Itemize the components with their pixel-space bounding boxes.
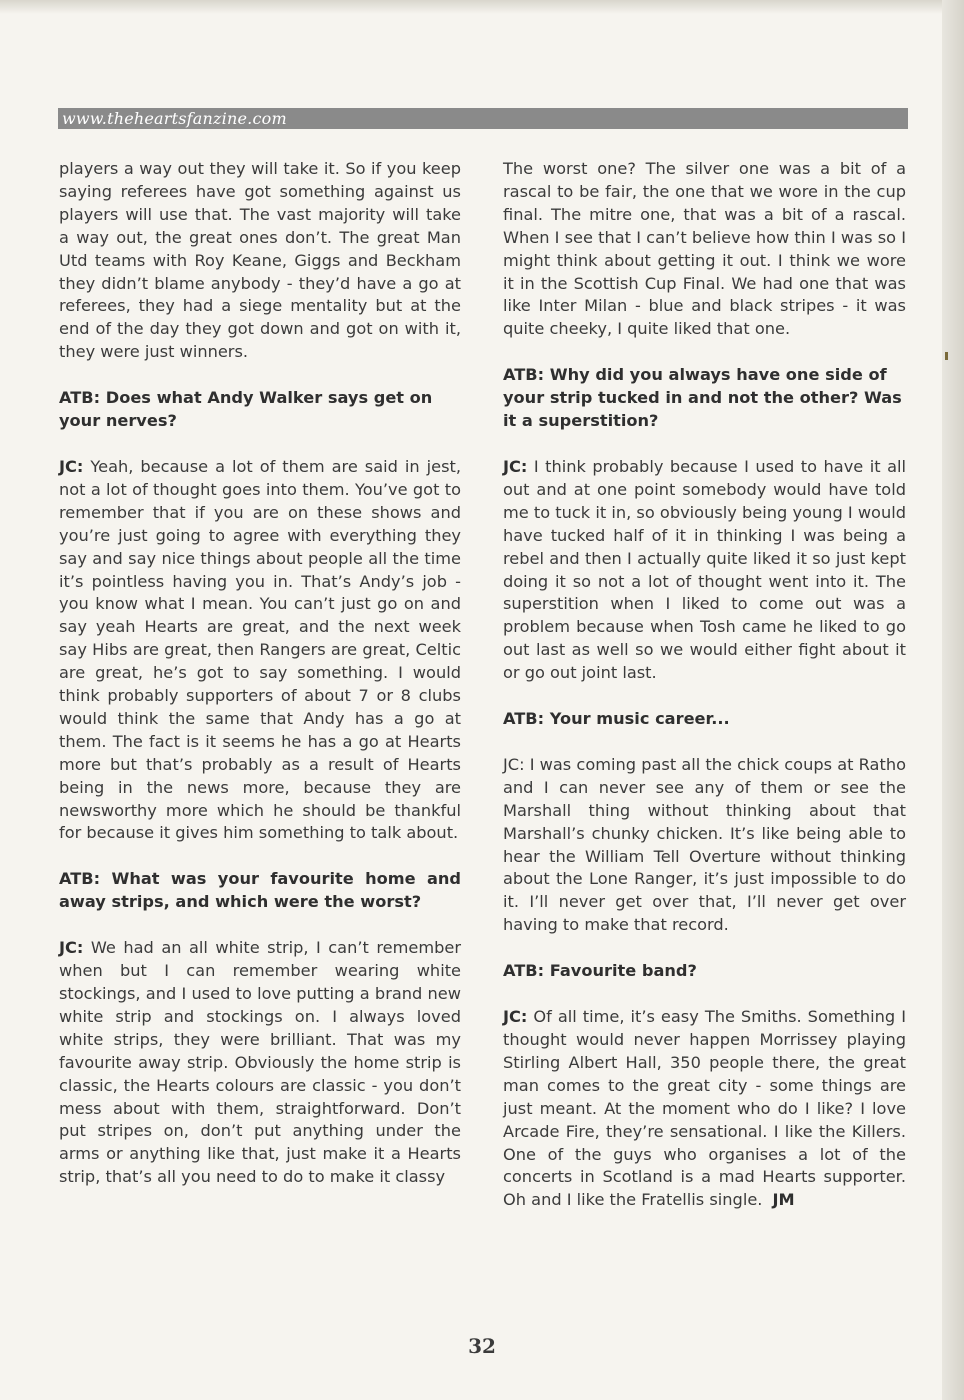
left-column: [59, 158, 461, 1189]
speaker-label: JC:: [59, 456, 84, 476]
answer: [59, 937, 461, 1189]
page-top-shadow: [0, 0, 964, 14]
answer: [503, 456, 906, 685]
question: ATB: What was your favourite home and away strips, and which were the worst?: [59, 869, 461, 912]
answer-text: I think probably because I used to have it all out and at one point somebody would have told me to tuck it in, so obviously being young I would have tucked half of it in thinking I was being a rebel and then I actually quite liked it so just kept doing it so not a lot of thought went into it. The superstition when I liked to come out was a problem because when Tosh came he liked to go out last as well so we would either fight about it or go out joint last.: [503, 456, 906, 683]
question: ATB: Does what Andy Walker says get on your nerves?: [59, 388, 433, 431]
right-column: [503, 158, 906, 1212]
speaker-label: JC:: [503, 1007, 528, 1027]
answer-text: We had an all white strip, I can’t remember when but I can remember wearing white stockings, and I used to love putting a brand new white strip and stockings on. I always loved white strips, they were brilliant. That was my favourite away strip. Obviously the home strip is classic, the Hearts colours are classic - you don’t mess about with them, straightforward. Don’t put stripes on, don’t put anything under the arms or anything like that, just make it a Hearts strip, that’s all you need to do to make it classy: [59, 938, 461, 1187]
answer: [59, 456, 461, 845]
paragraph: players a way out they will take it. So if you keep saying referees have got something against us players will use that. The vast majority will take a way out, the great ones don’t. The great Man Utd teams with Roy Keane, Giggs and Beckham they didn’t blame anybody - they’d have a go at referees, they had a siege mentality but at the end of the day they got down and got on with it, they were just winners.: [59, 159, 461, 362]
author-signature: JM: [772, 1190, 795, 1210]
header-url: www.theheartsfanzine.com: [62, 109, 287, 128]
page-edge: [942, 0, 964, 1400]
question: ATB: Favourite band?: [503, 961, 697, 981]
speaker-label: JC:: [503, 456, 528, 476]
answer-text: Of all time, it’s easy The Smiths. Something I thought would never happen Morrissey playing Stirling Albert Hall, 350 people there, the great man comes to the great city - some things are just meant. At the moment who do I like? I love Arcade Fire, they’re sensational. I like the Killers. One of the guys who organises a lot of the concerts in Scotland is a mad Hearts supporter. Oh and I like the Fratellis single.: [503, 1007, 906, 1210]
edge-mark: [945, 352, 948, 360]
question: ATB: Why did you always have one side of your strip tucked in and not the other? Was it a superstition?: [503, 365, 902, 431]
paragraph: The worst one? The silver one was a bit of a rascal to be fair, the one that we wore in the cup final. The mitre one, that was a bit of a rascal. When I see that I can’t believe how thin I was so I might think about getting it out. I think we wore it in the Scottish Cup Final. We had one that was like Inter Milan - blue and black stripes - it was quite cheeky, I quite liked that one.: [503, 159, 906, 339]
page-number: 32: [468, 1334, 496, 1358]
answer: [503, 1006, 906, 1212]
question: ATB: Your music career...: [503, 709, 730, 729]
answer: JC: I was coming past all the chick coups at Ratho and I can never see any of them or see the Marshall thing without thinking about that Marshall’s chunky chicken. It’s like being able to hear the William Tell Overture without thinking about the Lone Ranger, it’s just impossible to do it. I’ll never get over that, I’ll never get over having to make that record.: [503, 754, 906, 935]
speaker-label: JC:: [59, 938, 84, 958]
header-bar: [58, 108, 908, 129]
answer-text: Yeah, because a lot of them are said in jest, not a lot of thought goes into them. You’ve got to remember that if you are on these shows and you’re just going to agree with everything they say and say nice things about people all the time it’s pointless having you in. That’s Andy’s job - you know what I mean. You can’t just go on and say yeah Hearts are great, and the next week say Hibs are great, then Rangers are great, Celtic are great, he’s got to say something. I would think probably supporters of about 7 or 8 clubs would think the same that Andy has a go at them. The fact is it seems he has a go at Hearts more but that’s probably as a result of Hearts being in the news more, because they are newsworthy more which he should be thankful for because it gives him something to talk about.: [59, 456, 461, 843]
